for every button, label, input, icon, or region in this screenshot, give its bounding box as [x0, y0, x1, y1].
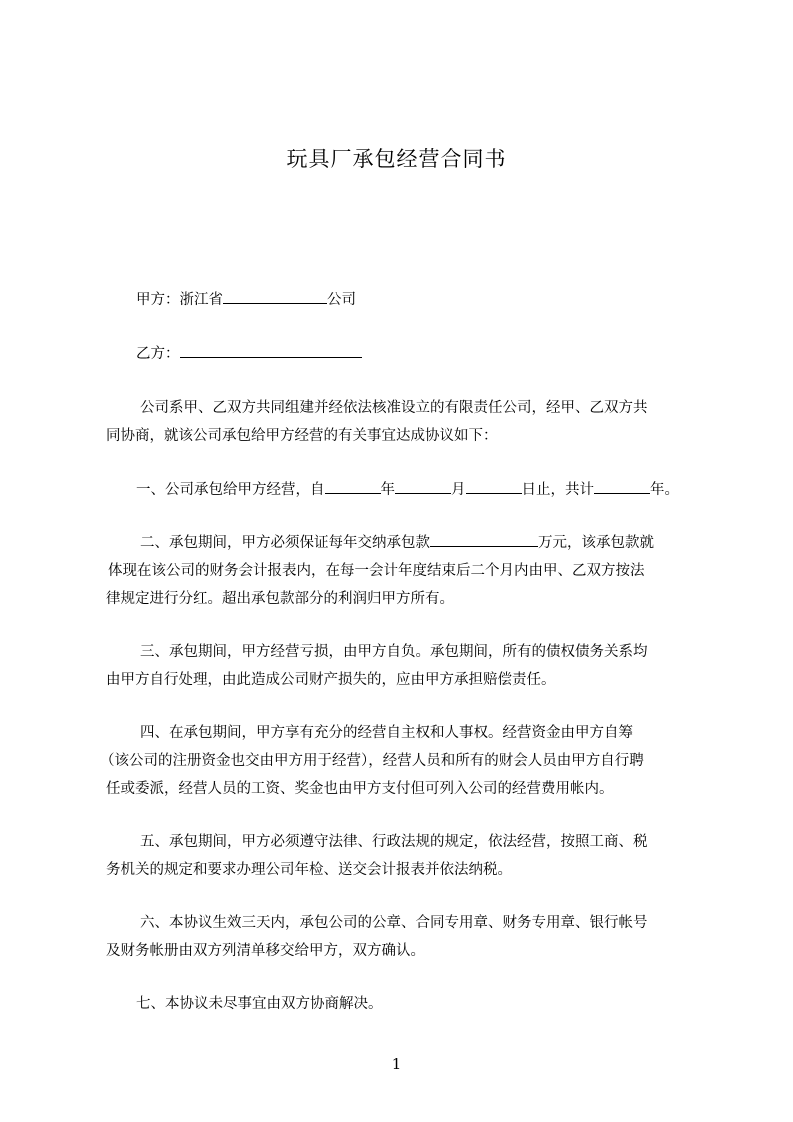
clause-1-text-a: 一、公司承包给甲方经营，自	[136, 482, 325, 498]
clause-2-text-a: 二、承包期间，甲方必须保证每年交纳承包款	[140, 535, 430, 551]
clause-4-line-3: 任或委派，经营人员的工资、奖金也由甲方支付但可列入公司的经营费用帐内。	[106, 781, 614, 797]
clause-2-text-b: 万元，该承包款就	[538, 535, 654, 551]
clause-2-line-1	[140, 531, 654, 555]
party-a-blank	[223, 288, 327, 304]
clause-1-text-c: 月	[451, 482, 466, 498]
start-year-blank	[325, 478, 381, 494]
clause-1-text-d: 日止，共计	[521, 482, 594, 498]
clause-4-line-2: （该公司的注册资金也交由甲方用于经营），经营人员和所有的财会人员由甲方自行聘	[100, 753, 644, 769]
clause-4-line-1: 四、在承包期间，甲方享有充分的经营自主权和人事权。经营资金由甲方自筹	[140, 725, 633, 741]
clause-1-text-e: 年。	[650, 482, 679, 498]
clause-2-line-2: 体现在该公司的财务会计报表内，在每一会计年度结束后二个月内由甲、乙双方按法	[108, 563, 645, 579]
end-day-blank	[466, 478, 522, 494]
document-title: 玩具厂承包经营合同书	[286, 147, 507, 171]
clause-5-line-1: 五、承包期间，甲方必须遵守法律、行政法规的规定，依法经营，按照工商、税	[140, 834, 648, 850]
intro-line-2: 同协商，就该公司承包给甲方经营的有关事宜达成协议如下：	[106, 428, 498, 444]
party-a-suffix: 公司	[327, 292, 356, 308]
clause-3-line-1: 三、承包期间，甲方经营亏损，由甲方自负。承包期间，所有的债权债务关系均	[140, 644, 648, 660]
clause-6-line-1: 六、本协议生效三天内，承包公司的公章、合同专用章、财务专用章、银行帐号	[140, 915, 648, 931]
clause-7: 七、本协议未尽事宜由双方协商解决。	[136, 996, 383, 1012]
clause-1	[136, 478, 679, 502]
total-years-blank	[594, 478, 650, 494]
contract-fee-blank	[430, 531, 538, 547]
clause-2-line-3: 律规定进行分红。超出承包款部分的利润归甲方所有。	[106, 591, 454, 607]
party-a-line	[136, 288, 356, 312]
clause-3-line-2: 由甲方自行处理，由此造成公司财产损失的，应由甲方承担赔偿责任。	[106, 672, 556, 688]
page-number: 1	[391, 1055, 402, 1073]
party-b-blank	[180, 342, 362, 358]
clause-5-line-2: 务机关的规定和要求办理公司年检、送交会计报表并依法纳税。	[106, 862, 512, 878]
start-month-blank	[395, 478, 451, 494]
intro-line-1: 公司系甲、乙双方共同组建并经依法核准设立的有限责任公司，经甲、乙双方共	[140, 400, 648, 416]
party-a-prefix: 甲方：浙江省	[136, 292, 223, 308]
clause-1-text-b: 年	[380, 482, 395, 498]
party-b-line	[136, 342, 362, 366]
party-b-prefix: 乙方：	[136, 346, 180, 362]
clause-6-line-2: 及财务帐册由双方列清单移交给甲方，双方确认。	[106, 943, 425, 959]
